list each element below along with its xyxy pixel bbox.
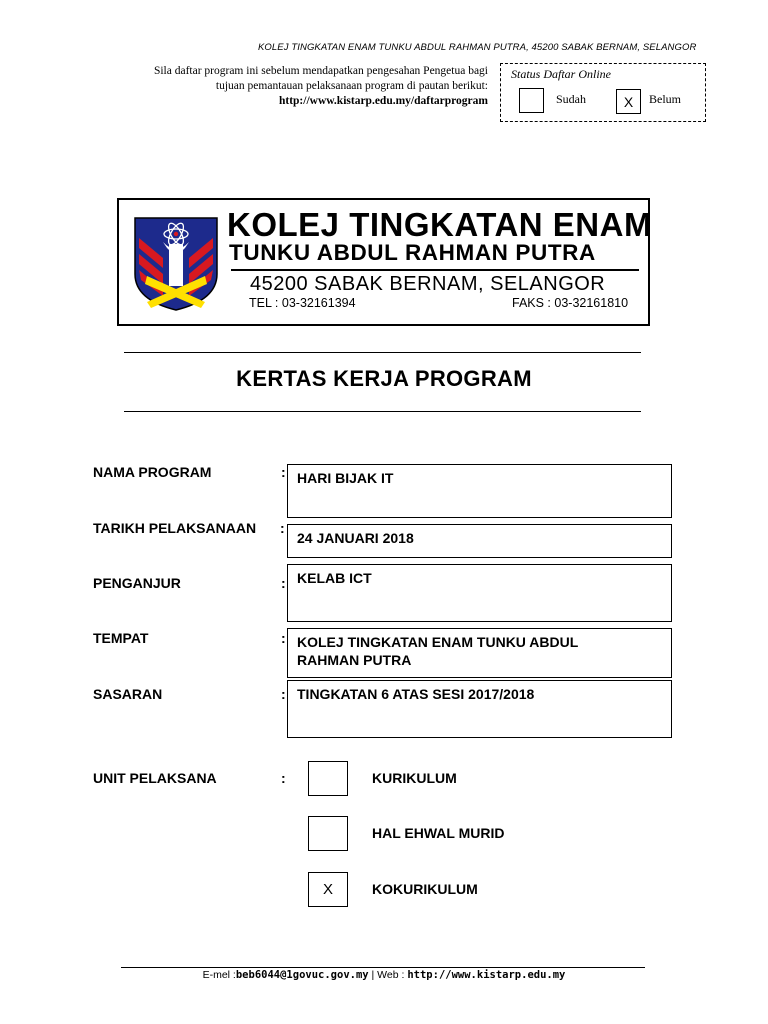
field-colon: : [281,464,286,480]
status-belum-label: Belum [649,92,681,106]
notice-line-2: tujuan pemantauan pelaksanaan program di pautan berikut: [215,80,488,92]
unit-kurikulum-label: KURIKULUM [372,770,457,786]
footer-rule [121,967,645,968]
field-label-tarikh-pelaksanaan: TARIKH PELAKSANAAN [93,520,257,536]
field-label-sasaran: SASARAN [93,686,163,702]
field-value-nama-program[interactable]: HARI BIJAK IT [287,464,672,518]
unit-hal-ehwal-murid-label: HAL EHWAL MURID [372,825,505,841]
status-sudah-label: Sudah [556,92,586,106]
registration-notice [120,64,488,109]
college-address-header: KOLEJ TINGKATAN ENAM TUNKU ABDUL RAHMAN PUTRA, 45200 SABAK BERNAM, SELANGOR [258,42,697,53]
unit-pelaksana-label: UNIT PELAKSANA [93,770,217,786]
status-sudah-checkbox[interactable] [519,88,544,113]
footer-web-link[interactable]: http://www.kistarp.edu.my [407,969,566,981]
field-value-penganjur[interactable]: KELAB ICT [287,564,672,622]
field-colon: : [281,630,286,646]
footer-separator: | Web : [368,969,408,981]
online-registration-status [500,63,706,122]
college-logo-banner [117,198,650,326]
logo-address: 45200 SABAK BERNAM, SELANGOR [250,273,606,295]
logo-telephone: TEL : 03-32161394 [249,296,356,310]
logo-fax: FAKS : 03-32161810 [512,296,629,310]
field-value-tarikh-pelaksanaan[interactable]: 24 JANUARI 2018 [287,524,672,558]
title-rule-bottom [124,411,641,412]
unit-kurikulum-checkbox[interactable] [308,761,348,796]
document-title: KERTAS KERJA PROGRAM [236,366,532,391]
footer-contact [0,969,768,981]
logo-college-subname: TUNKU ABDUL RAHMAN PUTRA [229,240,596,265]
field-colon: : [281,686,286,702]
footer-email-label: E-mel : [202,969,236,981]
title-rule-top [124,352,641,353]
status-title: Status Daftar Online [511,67,612,81]
notice-line-1: Sila daftar program ini sebelum mendapatkan pengesahan Pengetua bagi [153,65,488,77]
field-label-nama-program: NAMA PROGRAM [93,464,212,480]
registration-link[interactable]: http://www.kistarp.edu.my/daftarprogram [278,95,488,107]
field-label-tempat: TEMPAT [93,630,149,646]
unit-kokurikulum-checkbox[interactable]: X [308,872,348,907]
field-colon: : [281,575,286,591]
logo-divider [231,269,639,271]
unit-kokurikulum-label: KOKURIKULUM [372,881,478,897]
footer-email[interactable]: beb6044@1govuc.gov.my [235,969,369,981]
status-belum-checkbox[interactable]: X [616,89,641,114]
field-value-sasaran[interactable]: TINGKATAN 6 ATAS SESI 2017/2018 [287,680,672,738]
field-label-penganjur: PENGANJUR [93,575,181,591]
field-value-tempat[interactable]: KOLEJ TINGKATAN ENAM TUNKU ABDUL RAHMAN PUTRA [287,628,672,678]
field-colon: : [280,520,285,536]
logo-college-name: KOLEJ TINGKATAN ENAM [227,206,652,243]
college-crest-icon [133,216,219,312]
unit-colon: : [281,770,286,786]
unit-hal-ehwal-murid-checkbox[interactable] [308,816,348,851]
